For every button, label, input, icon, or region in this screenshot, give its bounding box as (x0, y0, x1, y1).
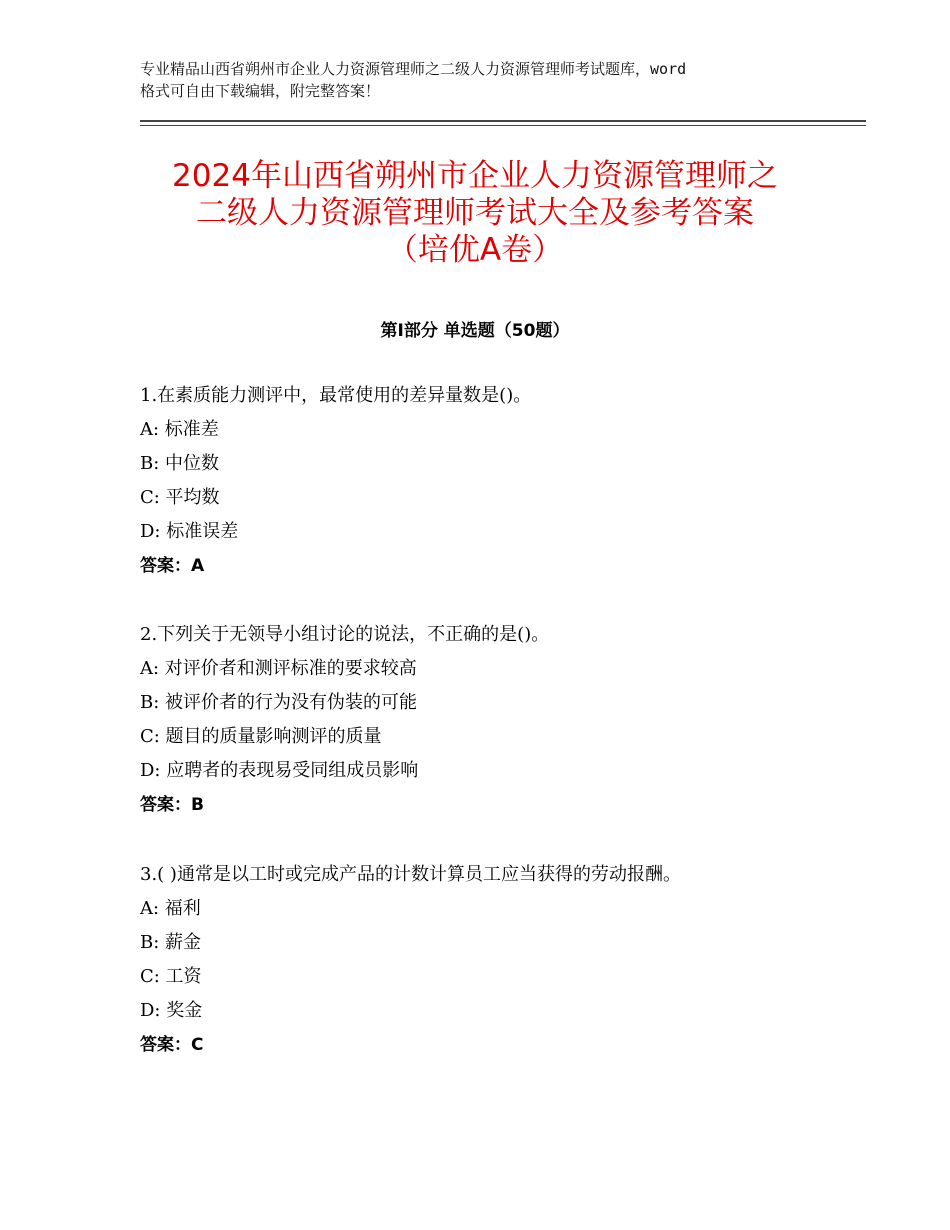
header-note-line2: 格式可自由下载编辑，附完整答案！ (140, 82, 381, 100)
question-2 (140, 618, 860, 822)
document-title (60, 158, 890, 269)
option-c: C: 题目的质量影响测评的质量 (140, 726, 382, 747)
question-3 (140, 858, 860, 1062)
title-line3: （培优A卷） (386, 232, 564, 268)
option-a: A: 对评价者和测评标准的要求较高 (140, 658, 417, 679)
option-d: D: 标准误差 (140, 521, 239, 542)
header-divider-thick (140, 120, 866, 122)
question-stem: 3.( )通常是以工时或完成产品的计数计算员工应当获得的劳动报酬。 (140, 864, 681, 885)
option-a: A: 福利 (140, 898, 201, 919)
question-stem: 1.在素质能力测评中，最常使用的差异量数是()。 (140, 385, 532, 406)
option-d: D: 应聘者的表现易受同组成员影响 (140, 760, 419, 781)
answer: 答案：B (140, 795, 204, 815)
option-a: A: 标准差 (140, 419, 219, 440)
option-d: D: 奖金 (140, 1000, 203, 1021)
section-title: 第Ⅰ部分 单选题（50题） (380, 321, 570, 341)
title-line2: 二级人力资源管理师考试大全及参考答案 (196, 195, 754, 231)
option-b: B: 薪金 (140, 932, 202, 953)
option-c: C: 工资 (140, 966, 202, 987)
option-b: B: 中位数 (140, 453, 220, 474)
option-c: C: 平均数 (140, 487, 220, 508)
header-note-line1: 专业精品山西省朔州市企业人力资源管理师之二级人力资源管理师考试题库，word (140, 60, 687, 78)
question-1 (140, 379, 860, 583)
option-b: B: 被评价者的行为没有伪装的可能 (140, 692, 418, 713)
header-note (140, 58, 820, 102)
header-divider-thin (140, 125, 866, 126)
answer: 答案：A (140, 556, 205, 576)
question-stem: 2.下列关于无领导小组讨论的说法，不正确的是()。 (140, 624, 550, 645)
answer: 答案：C (140, 1035, 204, 1055)
title-line1: 2024年山西省朔州市企业人力资源管理师之 (172, 158, 778, 194)
